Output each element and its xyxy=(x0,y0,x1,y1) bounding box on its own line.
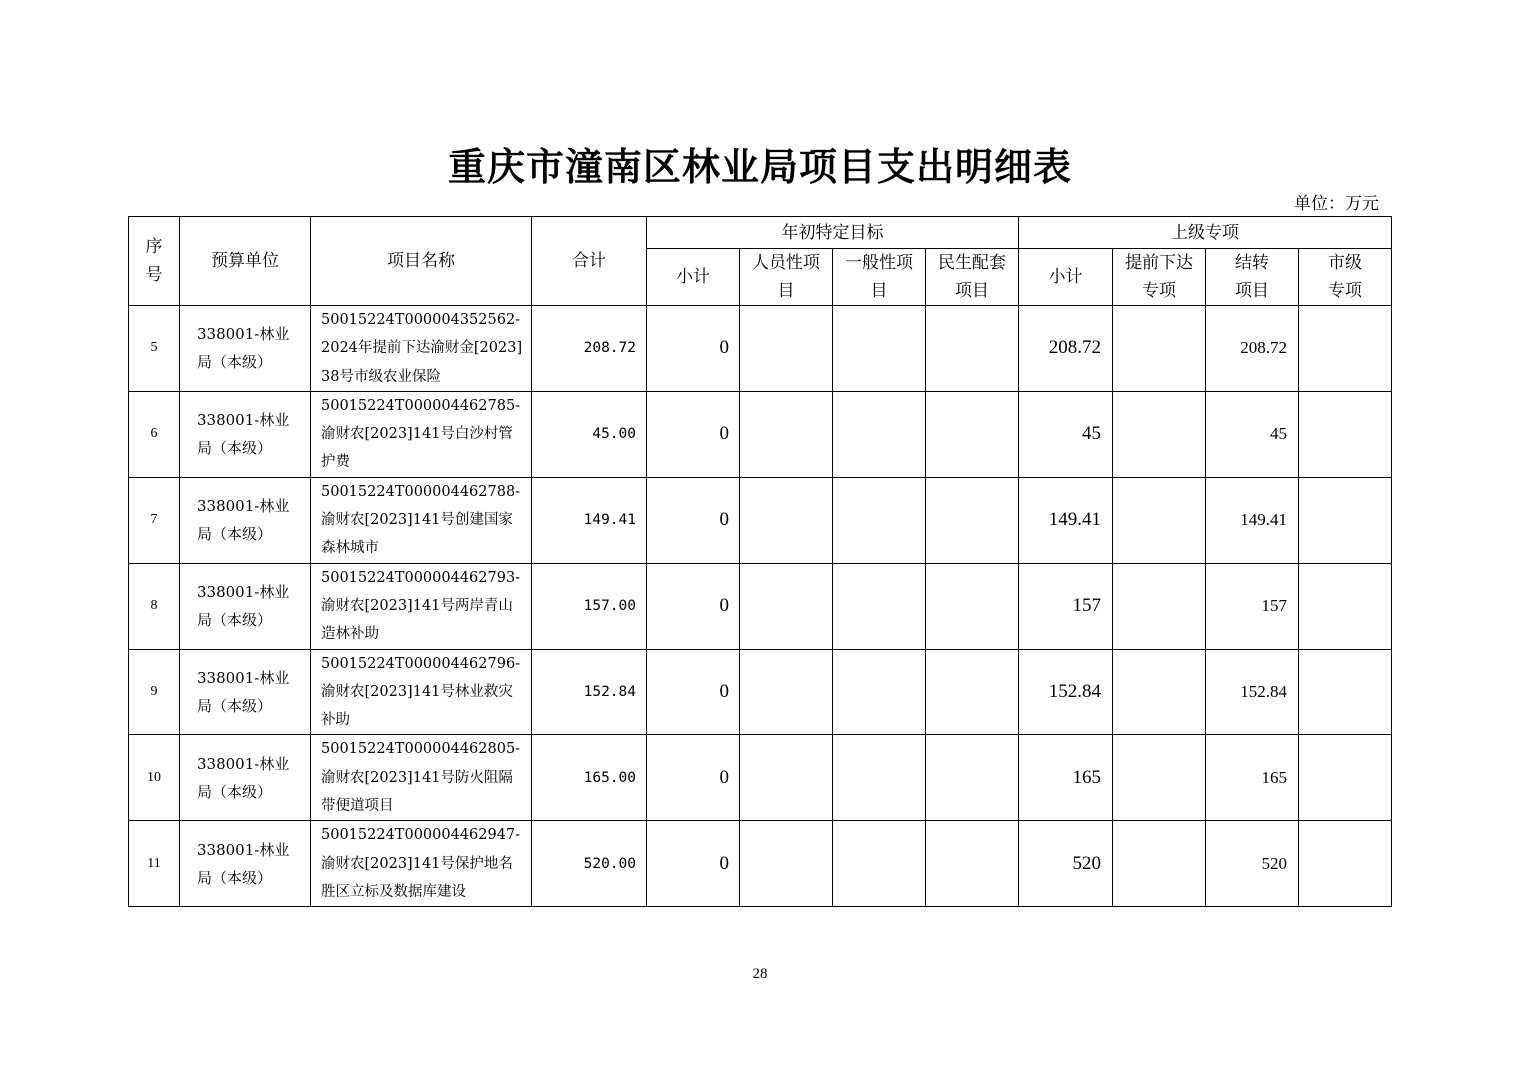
cell-annual-subtotal: 0 xyxy=(647,821,740,907)
cell-personnel xyxy=(740,821,833,907)
header-livelihood: 民生配套项目 xyxy=(926,249,1019,306)
cell-carryover: 208.72 xyxy=(1206,306,1299,392)
cell-general xyxy=(833,563,926,649)
cell-total: 165.00 xyxy=(532,735,647,821)
cell-advance xyxy=(1113,821,1206,907)
cell-personnel xyxy=(740,391,833,477)
cell-livelihood xyxy=(926,821,1019,907)
cell-project-name: 50015224T000004462796-渝财农[2023]141号林业救灾补助 xyxy=(311,649,532,735)
header-superior: 上级专项 xyxy=(1019,217,1392,249)
cell-budget-unit: 338001-林业局（本级） xyxy=(180,563,311,649)
cell-project-name: 50015224T000004462793-渝财农[2023]141号两岸青山造林补助 xyxy=(311,563,532,649)
expenditure-table xyxy=(128,216,1392,907)
cell-carryover: 165 xyxy=(1206,735,1299,821)
cell-annual-subtotal: 0 xyxy=(647,306,740,392)
header-general: 一般性项目 xyxy=(833,249,926,306)
cell-budget-unit: 338001-林业局（本级） xyxy=(180,477,311,563)
cell-carryover: 520 xyxy=(1206,821,1299,907)
table-row xyxy=(129,477,1392,563)
cell-city xyxy=(1299,649,1392,735)
cell-superior-subtotal: 149.41 xyxy=(1019,477,1113,563)
cell-seq: 6 xyxy=(129,391,180,477)
cell-carryover: 45 xyxy=(1206,391,1299,477)
table-row xyxy=(129,821,1392,907)
cell-total: 157.00 xyxy=(532,563,647,649)
cell-advance xyxy=(1113,563,1206,649)
cell-general xyxy=(833,649,926,735)
cell-total: 152.84 xyxy=(532,649,647,735)
table-row xyxy=(129,306,1392,392)
cell-livelihood xyxy=(926,391,1019,477)
cell-annual-subtotal: 0 xyxy=(647,563,740,649)
cell-total: 45.00 xyxy=(532,391,647,477)
cell-seq: 10 xyxy=(129,735,180,821)
cell-budget-unit: 338001-林业局（本级） xyxy=(180,821,311,907)
cell-carryover: 157 xyxy=(1206,563,1299,649)
header-annual-target: 年初特定目标 xyxy=(647,217,1019,249)
cell-general xyxy=(833,306,926,392)
header-total: 合计 xyxy=(532,217,647,306)
cell-advance xyxy=(1113,306,1206,392)
cell-livelihood xyxy=(926,735,1019,821)
cell-general xyxy=(833,477,926,563)
cell-project-name: 50015224T000004352562-2024年提前下达渝财金[2023]38号市级农业保险 xyxy=(311,306,532,392)
cell-seq: 9 xyxy=(129,649,180,735)
header-seq: 序号 xyxy=(129,217,180,306)
cell-general xyxy=(833,735,926,821)
header-carryover: 结转项目 xyxy=(1206,249,1299,306)
cell-city xyxy=(1299,821,1392,907)
cell-seq: 11 xyxy=(129,821,180,907)
cell-seq: 8 xyxy=(129,563,180,649)
cell-city xyxy=(1299,391,1392,477)
cell-city xyxy=(1299,735,1392,821)
table-row xyxy=(129,563,1392,649)
cell-personnel xyxy=(740,563,833,649)
cell-project-name: 50015224T000004462785-渝财农[2023]141号白沙村管护费 xyxy=(311,391,532,477)
cell-seq: 5 xyxy=(129,306,180,392)
table-row xyxy=(129,649,1392,735)
table-row xyxy=(129,735,1392,821)
cell-carryover: 152.84 xyxy=(1206,649,1299,735)
page-title: 重庆市潼南区林业局项目支出明细表 xyxy=(447,144,1072,189)
cell-advance xyxy=(1113,735,1206,821)
cell-carryover: 149.41 xyxy=(1206,477,1299,563)
unit-label: 单位：万元 xyxy=(1294,194,1379,214)
cell-personnel xyxy=(740,306,833,392)
cell-total: 520.00 xyxy=(532,821,647,907)
cell-superior-subtotal: 157 xyxy=(1019,563,1113,649)
cell-city xyxy=(1299,306,1392,392)
cell-livelihood xyxy=(926,306,1019,392)
cell-superior-subtotal: 520 xyxy=(1019,821,1113,907)
cell-annual-subtotal: 0 xyxy=(647,391,740,477)
header-personnel: 人员性项目 xyxy=(740,249,833,306)
cell-seq: 7 xyxy=(129,477,180,563)
cell-superior-subtotal: 208.72 xyxy=(1019,306,1113,392)
header-city: 市级专项 xyxy=(1299,249,1392,306)
cell-annual-subtotal: 0 xyxy=(647,649,740,735)
table-row xyxy=(129,391,1392,477)
cell-project-name: 50015224T000004462805-渝财农[2023]141号防火阻隔带便道项目 xyxy=(311,735,532,821)
cell-superior-subtotal: 152.84 xyxy=(1019,649,1113,735)
cell-superior-subtotal: 45 xyxy=(1019,391,1113,477)
cell-superior-subtotal: 165 xyxy=(1019,735,1113,821)
cell-annual-subtotal: 0 xyxy=(647,735,740,821)
cell-budget-unit: 338001-林业局（本级） xyxy=(180,649,311,735)
cell-budget-unit: 338001-林业局（本级） xyxy=(180,391,311,477)
page-number: 28 xyxy=(752,966,768,982)
header-superior-subtotal: 小计 xyxy=(1019,249,1113,306)
cell-project-name: 50015224T000004462788-渝财农[2023]141号创建国家森林城市 xyxy=(311,477,532,563)
cell-advance xyxy=(1113,477,1206,563)
header-annual-subtotal: 小计 xyxy=(647,249,740,306)
cell-general xyxy=(833,391,926,477)
header-budget-unit: 预算单位 xyxy=(180,217,311,306)
cell-livelihood xyxy=(926,477,1019,563)
cell-budget-unit: 338001-林业局（本级） xyxy=(180,735,311,821)
cell-livelihood xyxy=(926,563,1019,649)
cell-personnel xyxy=(740,735,833,821)
cell-city xyxy=(1299,477,1392,563)
cell-personnel xyxy=(740,649,833,735)
cell-livelihood xyxy=(926,649,1019,735)
cell-personnel xyxy=(740,477,833,563)
cell-total: 208.72 xyxy=(532,306,647,392)
cell-budget-unit: 338001-林业局（本级） xyxy=(180,306,311,392)
cell-project-name: 50015224T000004462947-渝财农[2023]141号保护地名胜区立标及数据库建设 xyxy=(311,821,532,907)
cell-advance xyxy=(1113,391,1206,477)
cell-annual-subtotal: 0 xyxy=(647,477,740,563)
cell-total: 149.41 xyxy=(532,477,647,563)
header-project-name: 项目名称 xyxy=(311,217,532,306)
cell-general xyxy=(833,821,926,907)
header-advance: 提前下达专项 xyxy=(1113,249,1206,306)
cell-city xyxy=(1299,563,1392,649)
cell-advance xyxy=(1113,649,1206,735)
